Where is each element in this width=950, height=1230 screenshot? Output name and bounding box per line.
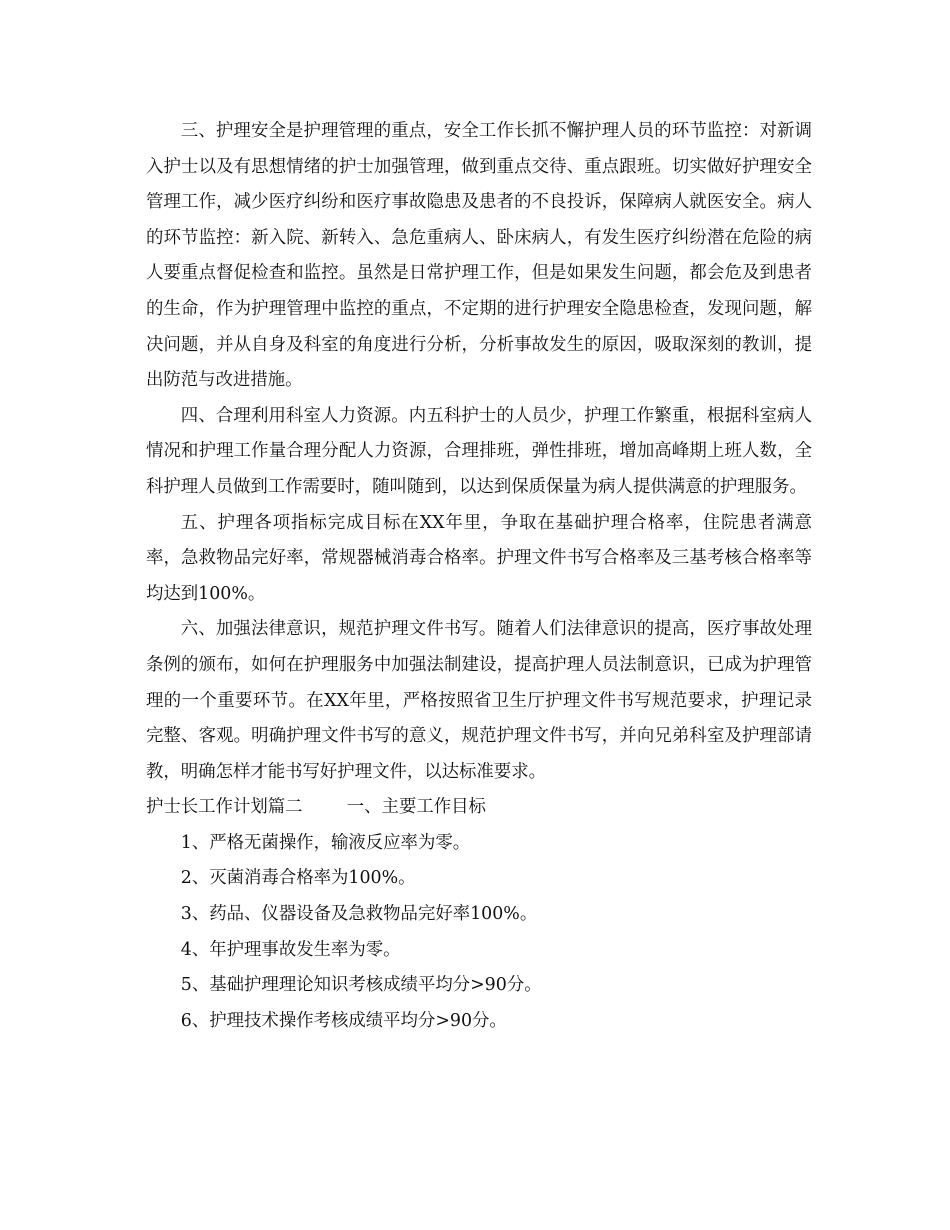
- paragraph-quality-targets: 五、护理各项指标完成目标在XX年里，争取在基础护理合格率，住院患者满意率，急救物品完好率，常规器械消毒合格率。护理文件书写合格率及三基考核合格率等均达到100%。: [146, 512, 812, 604]
- list-item: 4、年护理事故发生率为零。: [180, 939, 401, 960]
- list-item: 5、基础护理理论知识考核成绩平均分>90分。: [180, 975, 542, 996]
- paragraph-legal-awareness: 六、加强法律意识，规范护理文件书写。随着人们法律意识的提高，医疗事故处理条例的颁布，如何在护理服务中加强法制建设，提高护理人员法制意识，已成为护理管理的一个重要环节。在XX年里，严格按照省卫生厅护理文件书写规范要求，护理记录完整、客观。明确护理文件书写的意义，规范护理文件书写，并向兄弟科室及护理部请教，明确怎样才能书写好护理文件，以达标准要求。: [146, 619, 812, 782]
- list-item: 1、严格无菌操作，输液反应率为零。: [180, 832, 471, 853]
- document-body: [146, 114, 812, 1039]
- section-subheading: 一、主要工作目标: [346, 797, 486, 818]
- list-item: 3、药品、仪器设备及急救物品完好率100%。: [180, 904, 538, 925]
- list-item: 6、护理技术操作考核成绩平均分>90分。: [180, 1010, 507, 1031]
- list-item: 2、灭菌消毒合格率为100%。: [180, 868, 416, 889]
- section-heading: 护士长工作计划篇二: [146, 797, 303, 818]
- section-heading-line: [146, 790, 812, 826]
- paragraph-human-resources: 四、合理利用科室人力资源。内五科护士的人员少，护理工作繁重，根据科室病人情况和护理工作量合理分配人力资源，合理排班，弹性排班，增加高峰期上班人数，全科护理人员做到工作需要时，随叫随到，以达到保质保量为病人提供满意的护理服务。: [146, 405, 812, 497]
- paragraph-nursing-safety: 三、护理安全是护理管理的重点，安全工作长抓不懈护理人员的环节监控：对新调入护士以及有思想情绪的护士加强管理，做到重点交待、重点跟班。切实做好护理安全管理工作，减少医疗纠纷和医疗事故隐患及患者的不良投诉，保障病人就医安全。病人的环节监控：新入院、新转入、急危重病人、卧床病人，有发生医疗纠纷潜在危险的病人要重点督促检查和监控。虽然是日常护理工作，但是如果发生问题，都会危及到患者的生命，作为护理管理中监控的重点，不定期的进行护理安全隐患检查，发现问题，解决问题，并从自身及科室的角度进行分析，分析事故发生的原因，吸取深刻的教训，提出防范与改进措施。: [146, 121, 812, 391]
